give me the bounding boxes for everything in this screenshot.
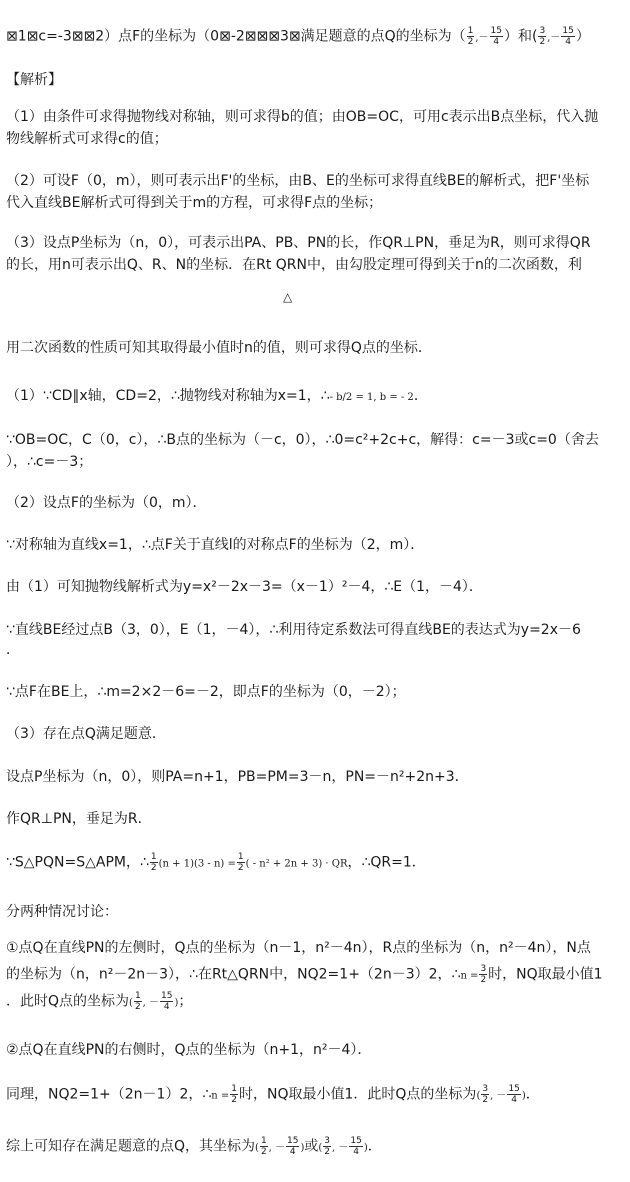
fraction-15-4-c: $\frac{15}{4}$: [161, 991, 173, 1012]
answer-line: ⊠1⊠c=-3⊠⊠2）点F的坐标为（0⊠-2⊠⊠⊠3⊠满足题意的点Q的坐标为（ $\frac{1}{2}$ ,－ $\frac{15}{4}$ ）和( $\frac{3}{2}$ ,－ $\frac{15}{4}$ ）: [6, 26, 590, 47]
fraction-1-2-e: $\frac{1}{2}$: [134, 991, 141, 1012]
triangle-symbol: △: [283, 290, 293, 304]
fraction-3-2: $\frac{3}{2}$: [539, 26, 546, 47]
analysis-p3-line1: （3）设点P坐标为（n，0），可表示出PA、PB、PN的长，作QR⊥PN，垂足为R，则可求得QR: [6, 235, 591, 251]
solution-1b-line2: ），∴c=－3；: [6, 454, 93, 470]
conclusion-line: 综上可知存在满足题意的点Q，其坐标为( $\frac{1}{2}$ , － $\frac{15}{4}$ )或( $\frac{3}{2}$ , － $\frac{15}{4}$ )．: [6, 1136, 382, 1157]
solution-2d-line2: ．: [6, 642, 20, 658]
fraction-1-2: $\frac{1}{2}$: [467, 26, 474, 47]
analysis-p3-line2: 的长，用n可表示出Q、R、N的坐标．在Rt QRN中，由勾股定理可得到关于n的二次函数，利: [6, 257, 582, 273]
solution-2a: （2）设点F的坐标为（0，m）．: [6, 495, 207, 511]
case1-line3: ．此时Q点的坐标为( $\frac{1}{2}$ , － $\frac{15}{4}$ )；: [6, 991, 193, 1012]
case2-line2: 同理，NQ2=1+（2n－1）2，∴n = $\frac{1}{2}$ 时，NQ取最小值1．此时Q点的坐标为( $\frac{3}{2}$ , － $\frac{15}{4}$ )．: [6, 1084, 540, 1105]
case2-line1: ②点Q在直线PN的右侧时，Q点的坐标为（n+1，n²－4）．: [6, 1042, 372, 1058]
fraction-3-2-c: $\frac{3}{2}$: [482, 1084, 489, 1105]
fraction-1-2-d: $\frac{1}{2}$: [237, 852, 244, 873]
solution-3d: ∵S△PQN=S△APM，∴ $\frac{1}{2}$ (n + 1)(3 - n) = $\frac{1}{2}$ ( - n² + 2n + 3) · QR，∴QR=1．: [6, 852, 426, 873]
fraction-3-2-b: $\frac{3}{2}$: [480, 964, 487, 985]
solution-2d-line1: ∵直线BE经过点B（3，0），E（1，－4），∴利用待定系数法可得直线BE的表达式为y=2x－6: [6, 622, 581, 638]
solution-3e: 分两种情况讨论：: [6, 904, 118, 920]
analysis-p1-line2: 物线解析式可求得c的值；: [6, 131, 168, 147]
solution-2e: ∵点F在BE上，∴m=2×2－6=－2，即点F的坐标为（0，－2）；: [6, 684, 406, 700]
jiexi-heading: 【解析】: [6, 72, 62, 88]
fraction-3-2-d: $\frac{3}{2}$: [324, 1136, 331, 1157]
fraction-1-2-c: $\frac{1}{2}$: [150, 852, 157, 873]
solution-1b-line1: ∵OB=OC，C（0，c），∴B点的坐标为（－c，0），∴0=c²+2c+c，解得：c=－3或c=0（舍去: [6, 432, 599, 448]
formula-b: - b/2 = 1, b = - 2: [329, 392, 414, 403]
fraction-1-2-g: $\frac{1}{2}$: [260, 1136, 267, 1157]
case1-line1: ①点Q在直线PN的左侧时，Q点的坐标为（n－1，n²－4n），R点的坐标为（n，n²－4n），N点: [6, 940, 591, 956]
fraction-15-4-f: $\frac{15}{4}$: [350, 1136, 362, 1157]
analysis-p2-line2: 代入直线BE解析式可得到关于m的方程，可求得F点的坐标；: [6, 195, 383, 211]
fraction-1-2-f: $\frac{1}{2}$: [231, 1084, 238, 1105]
solution-1a: （1）∵CD∥x轴，CD=2，∴抛物线对称轴为x=1，∴- b/2 = 1, b = - 2．: [6, 388, 428, 404]
solution-3c: 作QR⊥PN，垂足为R．: [6, 811, 152, 827]
analysis-p2-line1: （2）可设F（0，m），则可表示出F'的坐标，由B、E的坐标可求得直线BE的解析式，把F'坐标: [6, 173, 590, 189]
solution-3b: 设点P坐标为（n，0），则PA=n+1，PB=PM=3－n，PN=－n²+2n+3．: [6, 769, 469, 785]
fraction-15-4-b: $\frac{15}{4}$: [562, 26, 574, 47]
case1-line2: 的坐标为（n，n²－2n－3），∴在Rt△QRN中，NQ2=1+（2n－3）2，∴n = $\frac{3}{2}$ 时，NQ取最小值1: [6, 964, 603, 985]
solution-3a: （3）存在点Q满足题意．: [6, 726, 166, 742]
solution-2b: ∵对称轴为直线x=1，∴点F关于直线l的对称点F的坐标为（2，m）．: [6, 537, 425, 553]
fraction-15-4: $\frac{15}{4}$: [490, 26, 502, 47]
fraction-15-4-e: $\frac{15}{4}$: [287, 1136, 299, 1157]
analysis-p1-line1: （1）由条件可求得抛物线对称轴，则可求得b的值；由OB=OC，可用c表示出B点坐标，代入抛: [6, 109, 599, 125]
analysis-p3-line3: 用二次函数的性质可知其取得最小值时n的值，则可求得Q点的坐标．: [6, 340, 432, 356]
solution-2c: 由（1）可知抛物线解析式为y=x²－2x－3=（x－1）²－4，∴E（1，－4）．: [6, 579, 483, 595]
fraction-15-4-d: $\frac{15}{4}$: [508, 1084, 520, 1105]
